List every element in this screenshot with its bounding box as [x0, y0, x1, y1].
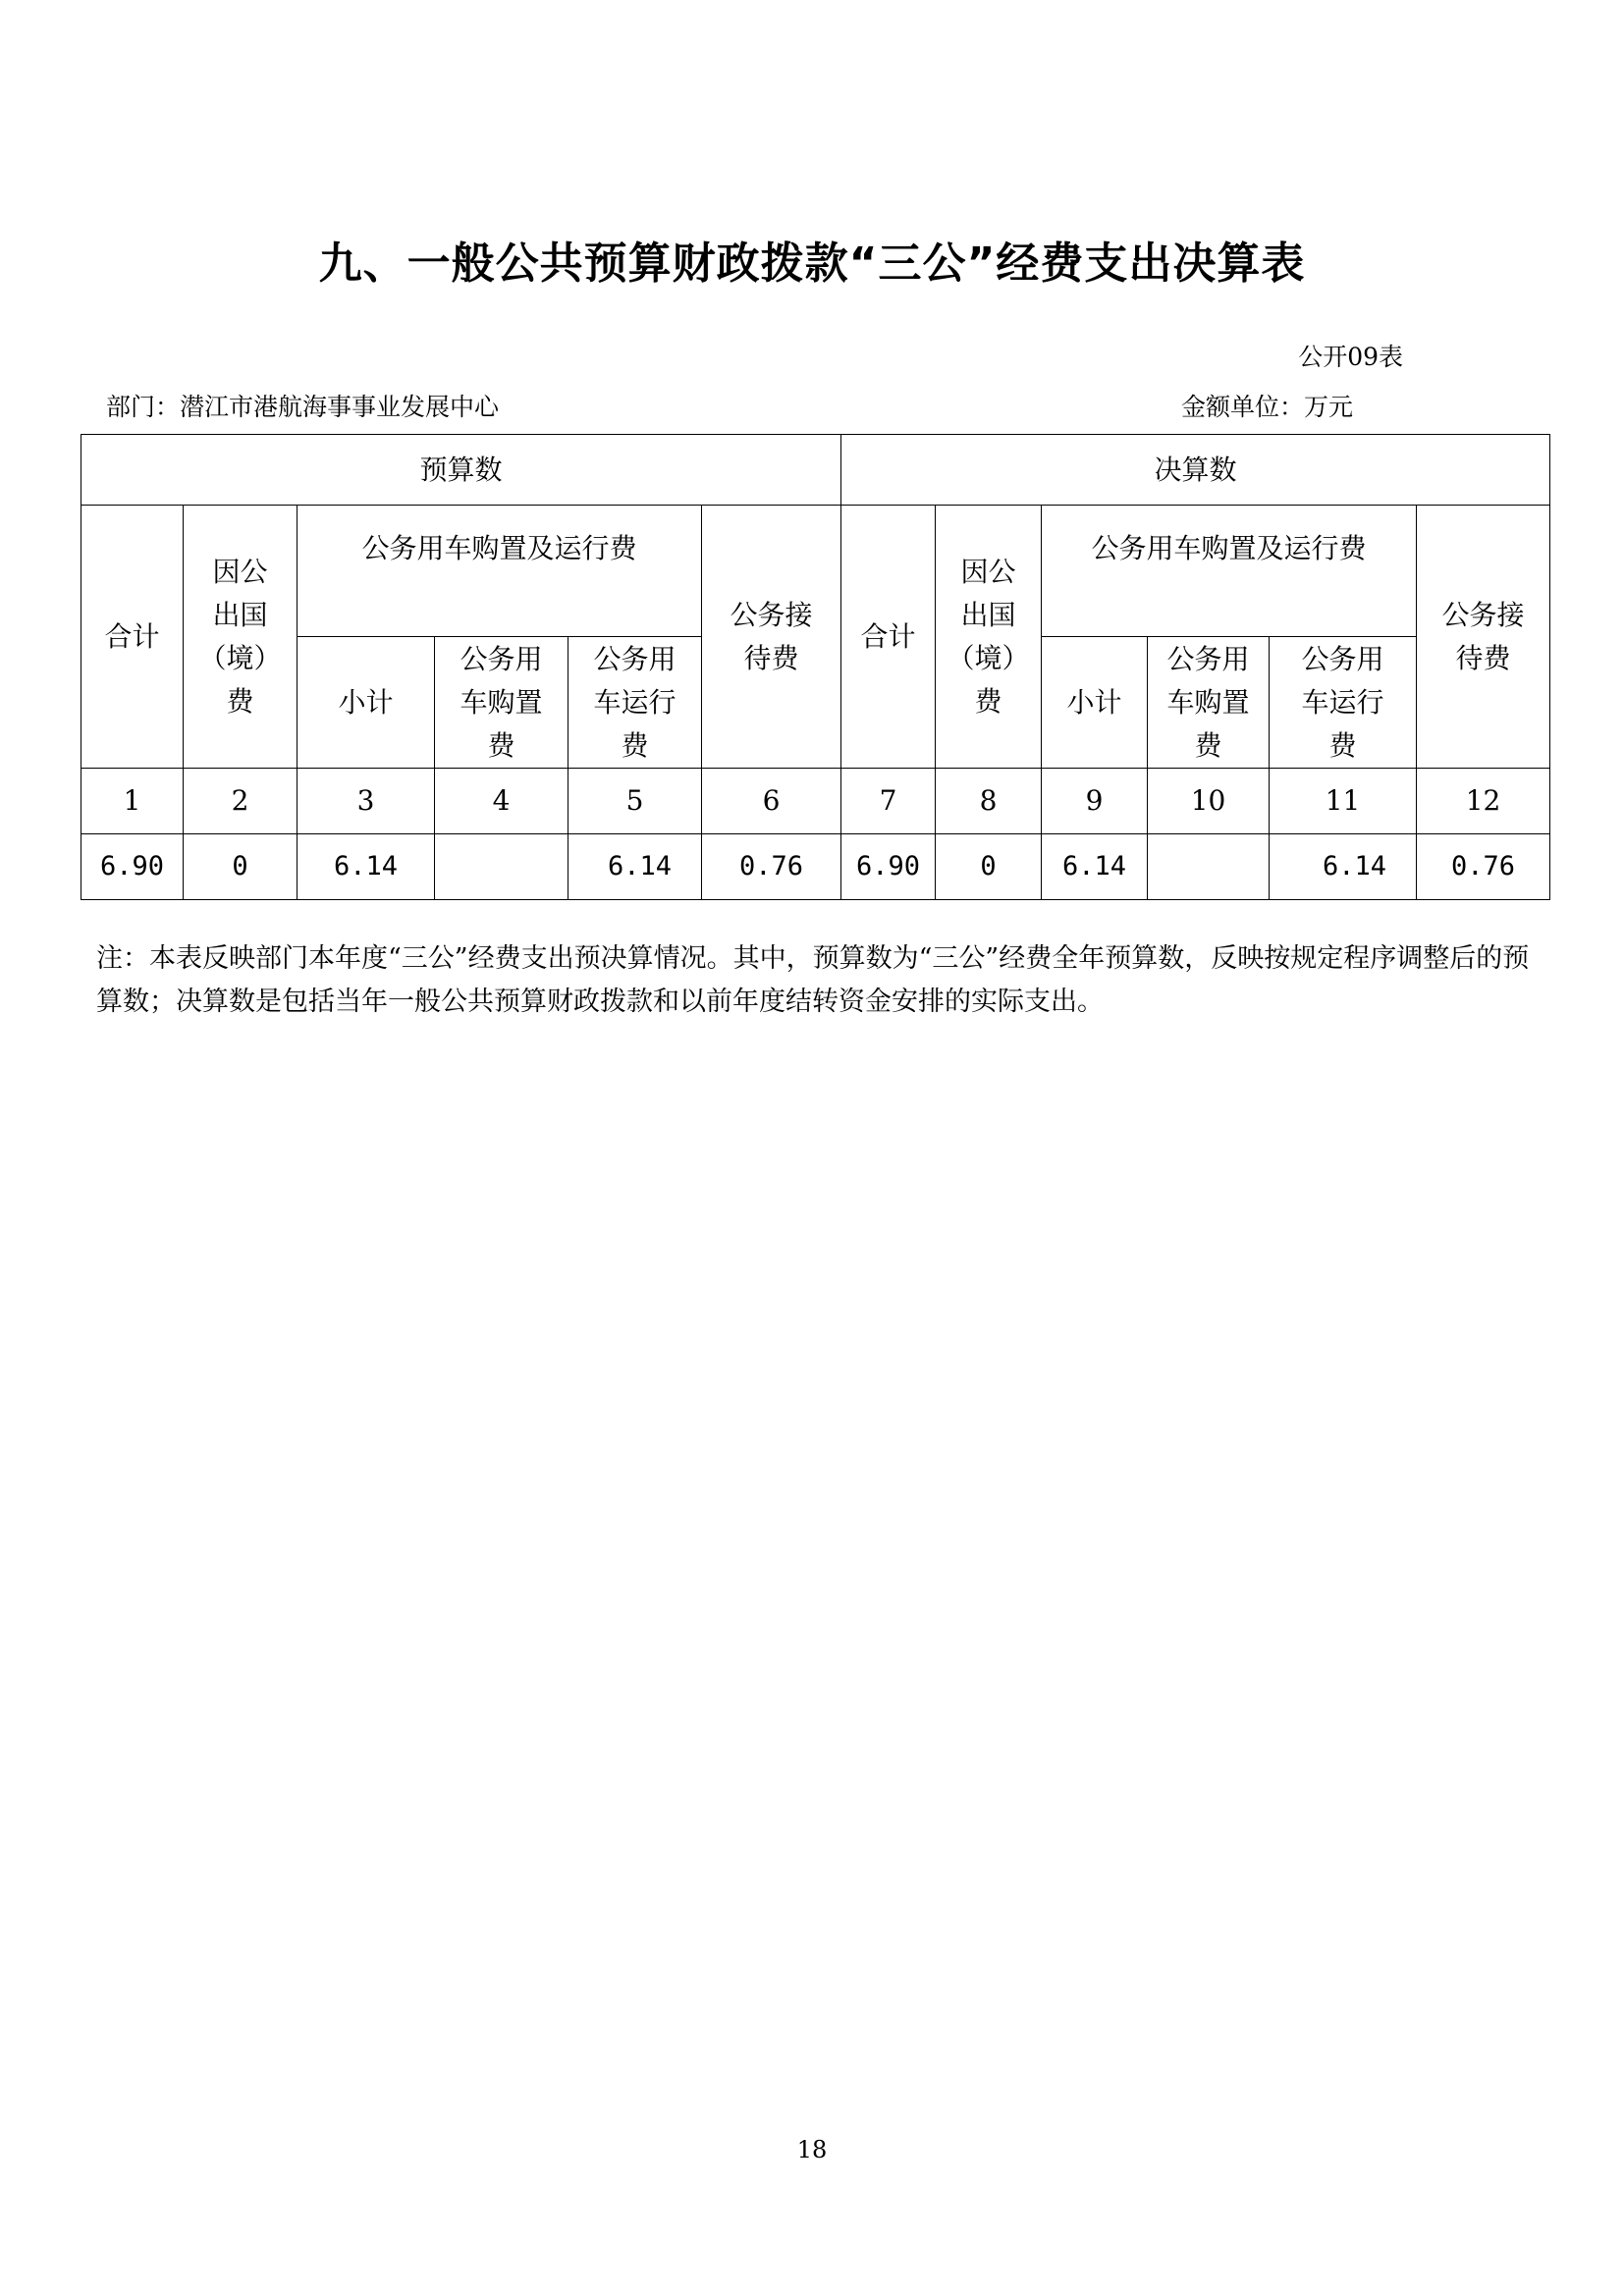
- value-cell: [435, 834, 568, 900]
- budget-total-header: 合计: [81, 506, 184, 769]
- budget-vehicle-header: 公务用车购置及运行费: [298, 506, 702, 637]
- final-reception-header: 公务接 待费: [1417, 506, 1550, 769]
- col-number: 6: [702, 769, 841, 834]
- amount-unit-label: 金额单位：万元: [1181, 393, 1354, 421]
- col-number: 9: [1042, 769, 1148, 834]
- col-number: 3: [298, 769, 435, 834]
- budget-reception-header: 公务接 待费: [702, 506, 841, 769]
- value-cell: 6.14: [568, 834, 702, 900]
- department-label: 部门：潜江市港航海事事业发展中心: [106, 393, 500, 421]
- page-number: 18: [796, 2136, 828, 2163]
- budget-group-header: 预算数: [81, 435, 841, 506]
- col-number: 2: [184, 769, 298, 834]
- col-number: 12: [1417, 769, 1550, 834]
- value-row: [81, 834, 1550, 900]
- final-operation-header: 公务用 车运行 费: [1270, 637, 1417, 769]
- value-cell: 6.14: [1042, 834, 1148, 900]
- col-number: 7: [841, 769, 936, 834]
- value-cell: 6.90: [81, 834, 184, 900]
- col-number: 11: [1270, 769, 1417, 834]
- value-cell: 6.14: [298, 834, 435, 900]
- col-number: 5: [568, 769, 702, 834]
- final-vehicle-header: 公务用车购置及运行费: [1042, 506, 1417, 637]
- value-cell: 0.76: [702, 834, 841, 900]
- value-cell: 6.90: [841, 834, 936, 900]
- budget-subtotal-header: 小计: [298, 637, 435, 769]
- final-total-header: 合计: [841, 506, 936, 769]
- value-cell: 0.76: [1417, 834, 1550, 900]
- form-number: 公开09表: [1298, 343, 1403, 371]
- three-public-expenses-table: [81, 434, 1550, 900]
- col-number: 4: [435, 769, 568, 834]
- column-number-row: [81, 769, 1550, 834]
- final-subtotal-header: 小计: [1042, 637, 1148, 769]
- budget-purchase-header: 公务用 车购置 费: [435, 637, 568, 769]
- value-cell: 0: [936, 834, 1042, 900]
- value-cell: 6.14: [1270, 834, 1417, 900]
- col-number: 10: [1148, 769, 1270, 834]
- final-abroad-header: 因公 出国 （境） 费: [936, 506, 1042, 769]
- table-note: 注：本表反映部门本年度“三公”经费支出预决算情况。其中，预算数为“三公”经费全年预算数，反映按规定程序调整后的预算数；决算数是包括当年一般公共预算财政拨款和以前年度结转资金安排的实际支出。: [96, 943, 1530, 1017]
- value-cell: 0: [184, 834, 298, 900]
- col-number: 1: [81, 769, 184, 834]
- page-title: 九、一般公共预算财政拨款“三公”经费支出决算表: [318, 239, 1306, 289]
- final-group-header: 决算数: [841, 435, 1550, 506]
- budget-abroad-header: 因公 出国 （境） 费: [184, 506, 298, 769]
- value-cell: [1148, 834, 1270, 900]
- final-purchase-header: 公务用 车购置 费: [1148, 637, 1270, 769]
- col-number: 8: [936, 769, 1042, 834]
- budget-operation-header: 公务用 车运行 费: [568, 637, 702, 769]
